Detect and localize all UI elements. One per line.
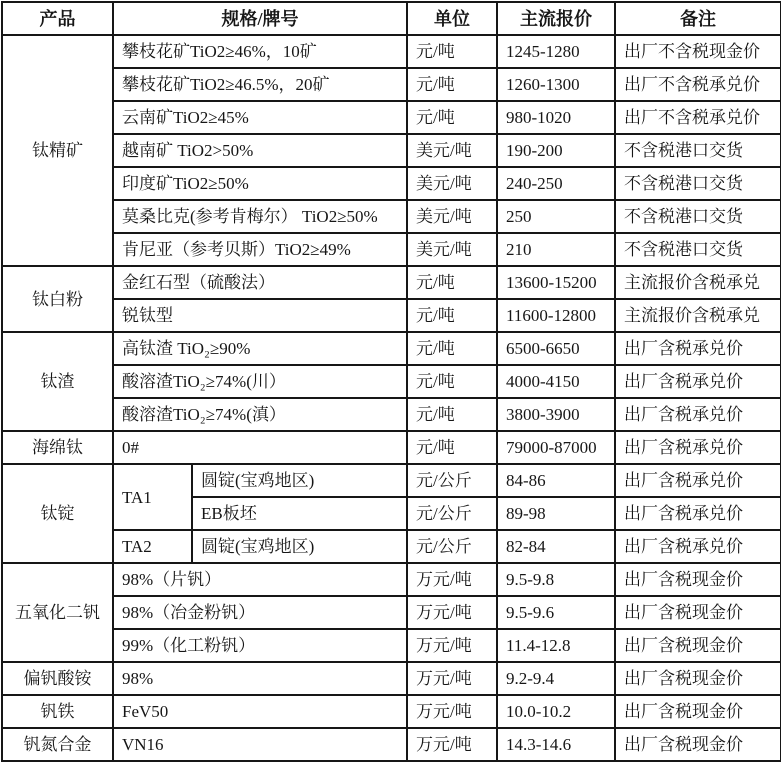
note-cell: 出厂含税承兑价 (615, 398, 781, 431)
unit-cell: 美元/吨 (407, 167, 497, 200)
price-cell: 14.3-14.6 (497, 728, 615, 761)
table-row (2, 299, 781, 332)
price-cell: 89-98 (497, 497, 615, 530)
price-cell: 980-1020 (497, 101, 615, 134)
col-header-product: 产品 (2, 2, 113, 35)
spec-cell: 98%（冶金粉钒） (113, 596, 407, 629)
table-row (2, 464, 781, 497)
col-header-price: 主流报价 (497, 2, 615, 35)
unit-cell: 美元/吨 (407, 134, 497, 167)
table-row (2, 365, 781, 398)
note-cell: 不含税港口交货 (615, 200, 781, 233)
table-row (2, 398, 781, 431)
product-cell: 海绵钛 (2, 431, 113, 464)
spec-cell: 锐钛型 (113, 299, 407, 332)
note-cell: 出厂含税承兑价 (615, 497, 781, 530)
price-cell: 250 (497, 200, 615, 233)
product-cell: 钒氮合金 (2, 728, 113, 761)
unit-cell: 万元/吨 (407, 563, 497, 596)
price-cell: 82-84 (497, 530, 615, 563)
table-row (2, 695, 781, 728)
product-cell: 钛渣 (2, 332, 113, 431)
price-cell: 6500-6650 (497, 332, 615, 365)
price-cell: 240-250 (497, 167, 615, 200)
table-row (2, 332, 781, 365)
spec-cell: 印度矿TiO2≥50% (113, 167, 407, 200)
spec-cell: EB板坯 (192, 497, 407, 530)
col-header-spec: 规格/牌号 (113, 2, 407, 35)
spec-cell: 金红石型（硫酸法） (113, 266, 407, 299)
table-row (2, 596, 781, 629)
table-row (2, 266, 781, 299)
note-cell: 不含税港口交货 (615, 134, 781, 167)
spec-cell: 攀枝花矿TiO2≥46.5%，20矿 (113, 68, 407, 101)
note-cell: 主流报价含税承兑 (615, 266, 781, 299)
spec-cell: 攀枝花矿TiO2≥46%，10矿 (113, 35, 407, 68)
price-cell: 9.5-9.6 (497, 596, 615, 629)
table-row (2, 101, 781, 134)
price-cell: 11.4-12.8 (497, 629, 615, 662)
unit-cell: 元/吨 (407, 68, 497, 101)
price-cell: 190-200 (497, 134, 615, 167)
spec-cell: 酸溶渣TiO₂≥74%(川） (113, 365, 407, 398)
table-row (2, 134, 781, 167)
price-cell: 84-86 (497, 464, 615, 497)
unit-cell: 万元/吨 (407, 695, 497, 728)
spec-cell: 肯尼亚（参考贝斯）TiO2≥49% (113, 233, 407, 266)
unit-cell: 万元/吨 (407, 596, 497, 629)
unit-cell: 万元/吨 (407, 629, 497, 662)
product-cell: 钛锭 (2, 464, 113, 563)
product-cell: 偏钒酸铵 (2, 662, 113, 695)
product-cell: 五氧化二钒 (2, 563, 113, 662)
note-cell: 不含税港口交货 (615, 167, 781, 200)
table-row (2, 563, 781, 596)
price-cell: 13600-15200 (497, 266, 615, 299)
price-cell: 1260-1300 (497, 68, 615, 101)
grade-cell: TA2 (113, 530, 192, 563)
price-cell: 210 (497, 233, 615, 266)
spec-cell: 98% (113, 662, 407, 695)
spec-cell: 越南矿 TiO2>50% (113, 134, 407, 167)
table-row (2, 200, 781, 233)
table-row (2, 728, 781, 761)
note-cell: 出厂含税现金价 (615, 629, 781, 662)
price-cell: 4000-4150 (497, 365, 615, 398)
unit-cell: 元/吨 (407, 299, 497, 332)
note-cell: 出厂含税承兑价 (615, 365, 781, 398)
unit-cell: 元/吨 (407, 365, 497, 398)
price-cell: 11600-12800 (497, 299, 615, 332)
note-cell: 出厂含税承兑价 (615, 332, 781, 365)
product-cell: 钛白粉 (2, 266, 113, 332)
table-row (2, 629, 781, 662)
unit-cell: 美元/吨 (407, 200, 497, 233)
price-cell: 9.2-9.4 (497, 662, 615, 695)
spec-cell: 99%（化工粉钒） (113, 629, 407, 662)
product-cell: 钛精矿 (2, 35, 113, 266)
table-row (2, 530, 781, 563)
col-header-unit: 单位 (407, 2, 497, 35)
unit-cell: 万元/吨 (407, 728, 497, 761)
price-table (1, 1, 781, 762)
note-cell: 主流报价含税承兑 (615, 299, 781, 332)
unit-cell: 元/吨 (407, 431, 497, 464)
table-row (2, 233, 781, 266)
note-cell: 出厂含税现金价 (615, 662, 781, 695)
note-cell: 出厂不含税现金价 (615, 35, 781, 68)
spec-cell: VN16 (113, 728, 407, 761)
price-cell: 79000-87000 (497, 431, 615, 464)
unit-cell: 元/公斤 (407, 530, 497, 563)
spec-cell: 莫桑比克(参考肯梅尔） TiO2≥50% (113, 200, 407, 233)
price-cell: 3800-3900 (497, 398, 615, 431)
note-cell: 出厂含税现金价 (615, 563, 781, 596)
spec-cell: 0# (113, 431, 407, 464)
table-row (2, 662, 781, 695)
col-header-note: 备注 (615, 2, 781, 35)
grade-cell: TA1 (113, 464, 192, 530)
unit-cell: 元/吨 (407, 35, 497, 68)
product-cell: 钒铁 (2, 695, 113, 728)
note-cell: 出厂含税现金价 (615, 695, 781, 728)
unit-cell: 元/公斤 (407, 497, 497, 530)
note-cell: 出厂不含税承兑价 (615, 68, 781, 101)
price-cell: 10.0-10.2 (497, 695, 615, 728)
spec-cell: 酸溶渣TiO₂≥74%(滇） (113, 398, 407, 431)
price-cell: 1245-1280 (497, 35, 615, 68)
spec-cell: 圆锭(宝鸡地区) (192, 530, 407, 563)
unit-cell: 元/吨 (407, 101, 497, 134)
unit-cell: 美元/吨 (407, 233, 497, 266)
table-row (2, 167, 781, 200)
spec-cell: 高钛渣 TiO₂≥90% (113, 332, 407, 365)
note-cell: 出厂不含税承兑价 (615, 101, 781, 134)
note-cell: 出厂含税承兑价 (615, 530, 781, 563)
spec-cell: FeV50 (113, 695, 407, 728)
header-row (2, 2, 781, 35)
table-row (2, 431, 781, 464)
note-cell: 不含税港口交货 (615, 233, 781, 266)
unit-cell: 元/吨 (407, 332, 497, 365)
note-cell: 出厂含税承兑价 (615, 431, 781, 464)
note-cell: 出厂含税现金价 (615, 728, 781, 761)
spec-cell: 云南矿TiO2≥45% (113, 101, 407, 134)
unit-cell: 元/公斤 (407, 464, 497, 497)
price-cell: 9.5-9.8 (497, 563, 615, 596)
note-cell: 出厂含税承兑价 (615, 464, 781, 497)
spec-cell: 圆锭(宝鸡地区) (192, 464, 407, 497)
spec-cell: 98%（片钒） (113, 563, 407, 596)
note-cell: 出厂含税现金价 (615, 596, 781, 629)
table-row (2, 68, 781, 101)
unit-cell: 元/吨 (407, 398, 497, 431)
table-row (2, 35, 781, 68)
unit-cell: 万元/吨 (407, 662, 497, 695)
unit-cell: 元/吨 (407, 266, 497, 299)
